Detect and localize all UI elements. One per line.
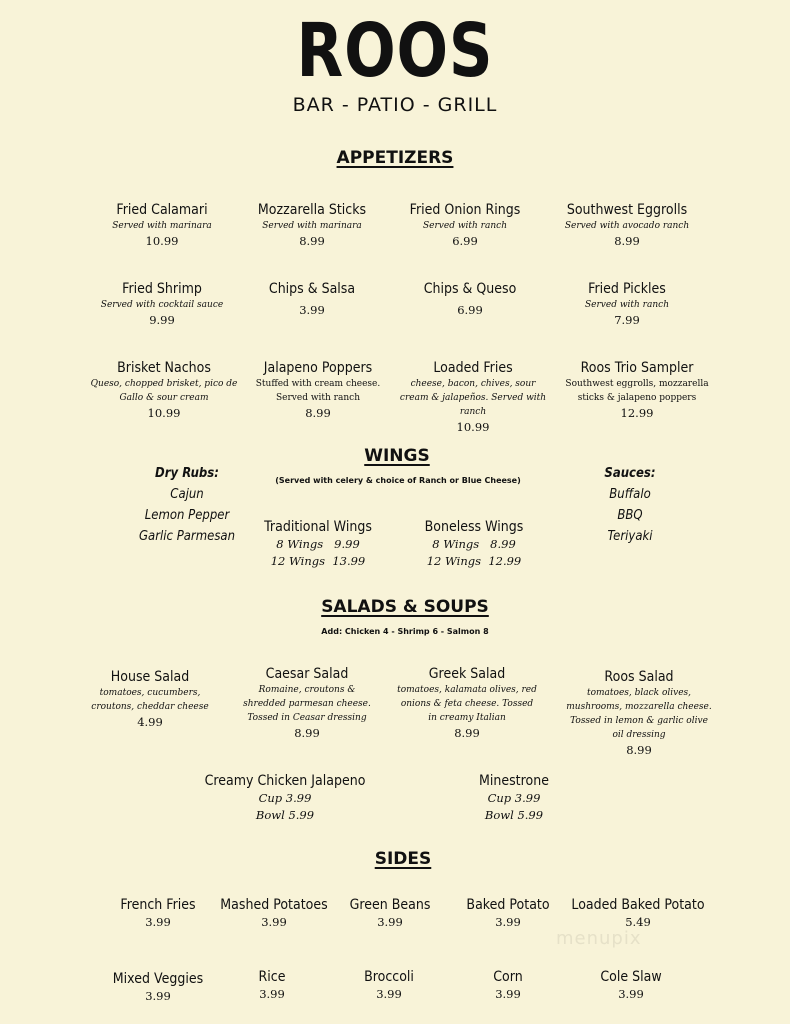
item-desc: Southwest eggrolls, mozzarella sticks & jalapeno poppers — [565, 379, 709, 403]
item-price: 3.99 — [261, 915, 287, 929]
wing-price-row: 8 Wings 9.99 — [276, 537, 360, 551]
tagline: BAR - PATIO - GRILL — [292, 94, 498, 116]
section-title-appetizers: APPETIZERS — [336, 148, 454, 168]
item-price: 8.99 — [299, 234, 325, 248]
section-title-sides: SIDES — [374, 849, 432, 869]
item-price: 7.99 — [614, 313, 640, 327]
item-name: Fried Pickles — [588, 281, 666, 297]
item-desc: cheese, bacon, chives, sour cream & jalapeños. Served with ranch — [399, 379, 547, 417]
item-price: 3.99 — [259, 987, 285, 1001]
item-name: Green Beans — [349, 897, 431, 913]
dry-rub-item: Lemon Pepper — [144, 508, 230, 523]
item-desc: Served with marinara — [262, 221, 362, 231]
item-desc: Served with cocktail sauce — [100, 300, 224, 310]
item-price: 3.99 — [495, 915, 521, 929]
menu-item — [546, 968, 716, 1002]
menu-item — [80, 668, 220, 730]
item-name: Southwest Eggrolls — [566, 202, 688, 218]
item-name: Boneless Wings — [424, 519, 524, 535]
item-name: Chips & Salsa — [268, 281, 356, 297]
menu-item — [564, 668, 714, 758]
item-name: Mozzarella Sticks — [257, 202, 367, 218]
section-title-salads: SALADS & SOUPS — [321, 597, 489, 617]
menu-item — [398, 359, 548, 435]
wing-price-row: 12 Wings 12.99 — [426, 554, 522, 568]
item-desc: Stuffed with cream cheese. Served with ranch — [255, 379, 381, 403]
item-name: Corn — [493, 969, 523, 985]
menu-item-soup — [190, 772, 380, 824]
item-name: Greek Salad — [428, 666, 506, 682]
menu-item-wings — [389, 518, 559, 570]
item-price: 3.99 — [145, 915, 171, 929]
section-title-wings: WINGS — [364, 446, 430, 466]
item-name: Loaded Baked Potato — [571, 897, 705, 913]
item-price: 9.99 — [149, 313, 175, 327]
item-name: Brisket Nachos — [117, 360, 211, 376]
wing-price-row: 12 Wings 13.99 — [270, 554, 366, 568]
menu-item — [248, 359, 388, 421]
menu-item — [385, 280, 555, 318]
menu-item — [562, 359, 712, 421]
item-price: 3.99 — [495, 987, 521, 1001]
menu-item — [77, 201, 247, 249]
item-price: 8.99 — [294, 726, 320, 740]
item-name: Roos Trio Sampler — [580, 360, 694, 376]
item-name: Jalapeno Poppers — [263, 360, 373, 376]
item-desc: Served with ranch — [423, 221, 507, 231]
dry-rubs-list — [138, 463, 237, 547]
dry-rub-item: Garlic Parmesan — [138, 529, 236, 544]
item-price: 3.99 — [377, 915, 403, 929]
menu-item — [227, 201, 397, 249]
item-name: Chips & Queso — [423, 281, 517, 297]
soup-cup-price: Cup 3.99 — [258, 791, 312, 805]
item-desc: tomatoes, black olives, mushrooms, mozzarella cheese. Tossed in lemon & garlic olive oil dressing — [566, 688, 712, 740]
item-desc: tomatoes, cucumbers, croutons, cheddar cheese — [91, 688, 209, 712]
soup-cup-price: Cup 3.99 — [487, 791, 541, 805]
item-name: Fried Shrimp — [122, 281, 202, 297]
item-price: 3.99 — [376, 987, 402, 1001]
item-price: 3.99 — [145, 989, 171, 1003]
item-name: Mashed Potatoes — [220, 897, 328, 913]
item-price: 8.99 — [454, 726, 480, 740]
item-price: 8.99 — [626, 743, 652, 757]
item-price: 8.99 — [305, 406, 331, 420]
sauces-list — [594, 463, 666, 547]
item-name: Creamy Chicken Jalapeno — [204, 773, 366, 789]
item-price: 3.99 — [618, 987, 644, 1001]
item-name: French Fries — [120, 897, 196, 913]
item-price: 5.49 — [625, 915, 651, 929]
restaurant-logo: ROOS — [296, 8, 494, 94]
menu-item — [380, 201, 550, 249]
item-name: Minestrone — [479, 773, 549, 789]
menu-item — [542, 201, 712, 249]
item-price: 10.99 — [147, 406, 181, 420]
item-name: Mixed Veggies — [112, 971, 204, 987]
menu-item — [397, 665, 537, 741]
item-price: 10.99 — [145, 234, 179, 248]
menu-item — [77, 280, 247, 328]
item-name: Rice — [258, 969, 286, 985]
item-name: Cole Slaw — [600, 969, 662, 985]
menu-item — [542, 280, 712, 328]
item-name: Loaded Fries — [433, 360, 513, 376]
item-desc: Queso, chopped brisket, pico de Gallo & sour cream — [90, 379, 238, 403]
item-name: House Salad — [110, 669, 190, 685]
item-name: Roos Salad — [604, 669, 674, 685]
menu-item-wings — [233, 518, 403, 570]
soup-bowl-price: Bowl 5.99 — [484, 808, 544, 822]
watermark: menupix — [556, 928, 642, 949]
item-desc: tomatoes, kalamata olives, red onions & feta cheese. Tossed in creamy Italian — [397, 685, 537, 723]
sauces-heading: Sauces: — [604, 466, 656, 481]
salads-note: Add: Chicken 4 - Shrimp 6 - Salmon 8 — [321, 627, 489, 636]
item-desc: Served with marinara — [112, 221, 212, 231]
soup-bowl-price: Bowl 5.99 — [255, 808, 315, 822]
wings-note: (Served with celery & choice of Ranch or Blue Cheese) — [275, 476, 521, 485]
menu-item — [237, 665, 377, 741]
item-price: 12.99 — [620, 406, 654, 420]
menu-item — [89, 359, 239, 421]
item-price: 8.99 — [614, 234, 640, 248]
menu-item — [553, 896, 723, 930]
item-price: 4.99 — [137, 715, 163, 729]
item-price: 6.99 — [457, 303, 483, 317]
item-desc: Romaine, croutons & shredded parmesan cheese. Tossed in Ceasar dressing — [243, 685, 371, 723]
item-name: Fried Onion Rings — [409, 202, 521, 218]
sauce-item: Teriyaki — [607, 529, 653, 544]
item-desc: Served with ranch — [585, 300, 669, 310]
item-name: Traditional Wings — [264, 519, 372, 535]
menu-item — [227, 280, 397, 318]
item-price: 10.99 — [456, 420, 490, 434]
item-name: Fried Calamari — [116, 202, 208, 218]
dry-rubs-heading: Dry Rubs: — [155, 466, 219, 481]
item-name: Caesar Salad — [265, 666, 349, 682]
sauce-item: Buffalo — [609, 487, 651, 502]
sauce-item: BBQ — [617, 508, 643, 523]
item-price: 3.99 — [299, 303, 325, 317]
item-desc: Served with avocado ranch — [564, 221, 690, 231]
wing-price-row: 8 Wings 8.99 — [432, 537, 516, 551]
menu-item-soup — [429, 772, 599, 824]
item-name: Baked Potato — [466, 897, 550, 913]
item-price: 6.99 — [452, 234, 478, 248]
dry-rub-item: Cajun — [170, 487, 204, 502]
item-name: Broccoli — [364, 969, 414, 985]
